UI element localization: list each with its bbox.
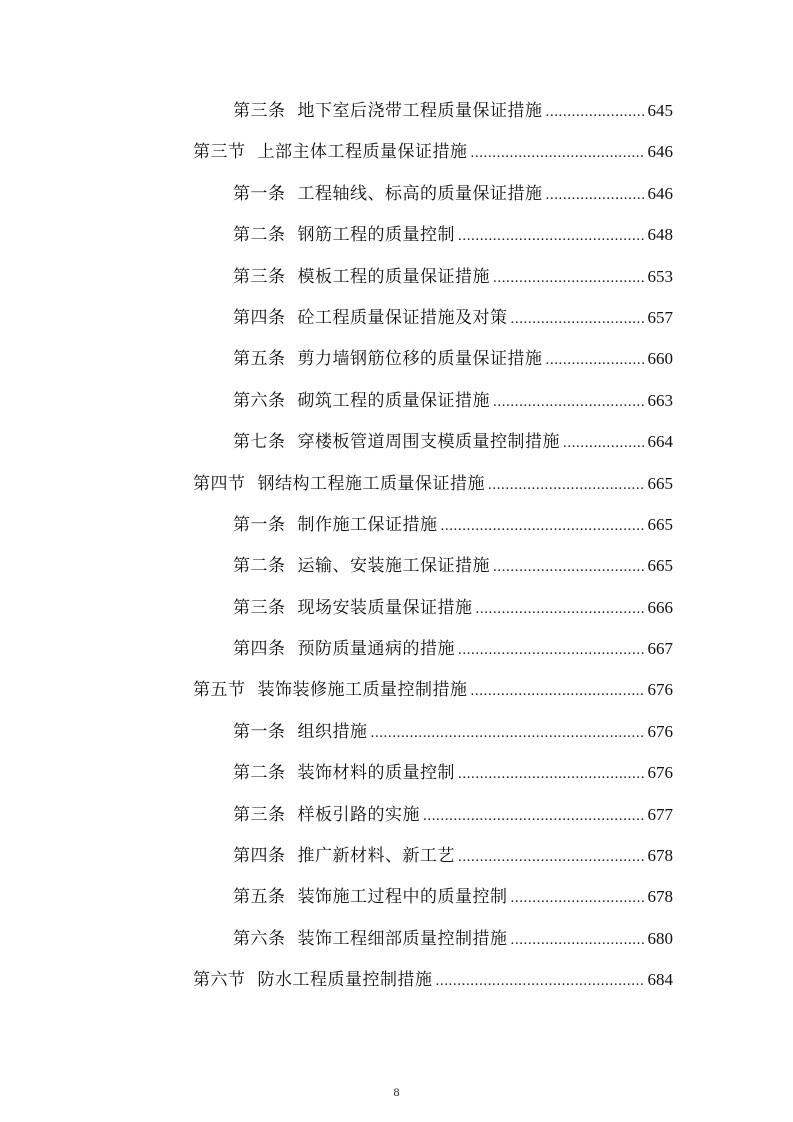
toc-article-entry[interactable]: [0, 506, 793, 547]
toc-dot-leader: [493, 389, 645, 415]
toc-entry-line: [233, 98, 673, 124]
toc-entry-number: 第二条: [233, 225, 286, 246]
toc-entry-line: [233, 512, 673, 538]
toc-dot-leader: [493, 554, 645, 580]
toc-entry-number: 第三条: [233, 266, 286, 287]
toc-dot-leader: [458, 223, 645, 249]
toc-article-entry[interactable]: [0, 630, 793, 671]
toc-entry-number: 第二条: [233, 763, 286, 784]
toc-article-entry[interactable]: [0, 258, 793, 299]
toc-entry-number: 第三条: [233, 597, 286, 618]
toc-entry-number: 第四条: [233, 846, 286, 867]
toc-entry-page: 667: [647, 639, 673, 659]
toc-dot-leader: [546, 99, 645, 125]
toc-entry-title: 模板工程的质量保证措施: [297, 266, 490, 287]
toc-entry-title: 地下室后浇带工程质量保证措施: [297, 101, 543, 121]
toc-entry-page: 645: [647, 101, 673, 120]
toc-entry-line: [233, 264, 673, 290]
toc-section-entry[interactable]: [0, 133, 793, 174]
toc-entry-title: 组织措施: [297, 721, 368, 742]
toc-article-entry[interactable]: [0, 382, 793, 423]
toc-entry-number: 第六节: [193, 970, 246, 991]
toc-dot-leader: [511, 885, 645, 911]
toc-entry-line: [233, 926, 673, 952]
toc-entry-line: [193, 139, 673, 165]
toc-entry-page: 677: [647, 804, 673, 824]
toc-entry-line: [233, 305, 673, 331]
toc-dot-leader: [511, 927, 645, 953]
toc-entry-title: 剪力墙钢筋位移的质量保证措施: [297, 349, 543, 370]
toc-entry-line: [233, 719, 673, 745]
toc-article-entry[interactable]: [0, 796, 793, 837]
toc-entry-title: 预防质量通病的措施: [297, 639, 455, 660]
toc-dot-leader: [458, 637, 645, 663]
toc-article-entry[interactable]: [0, 920, 793, 961]
toc-entry-title: 装饰工程细部质量控制措施: [297, 928, 508, 949]
toc-entry-page: 684: [647, 970, 673, 990]
toc-entry-page: 665: [647, 556, 673, 576]
toc-entry-page: 678: [647, 846, 673, 866]
toc-dot-leader: [488, 472, 645, 498]
toc-entry-title: 防水工程质量控制措施: [257, 970, 433, 991]
toc-entry-page: 646: [647, 183, 673, 203]
toc-dot-leader: [511, 306, 645, 332]
toc-entry-title: 装饰施工过程中的质量控制: [297, 887, 508, 908]
toc-article-entry[interactable]: [0, 878, 793, 919]
toc-entry-line: [233, 595, 673, 621]
toc-entry-number: 第一条: [233, 514, 286, 535]
toc-dot-leader: [441, 513, 645, 539]
toc-entry-number: 第七条: [233, 432, 286, 453]
toc-section-entry[interactable]: [0, 671, 793, 712]
page-number: 8: [393, 1085, 400, 1099]
toc-entry-title: 上部主体工程质量保证措施: [257, 142, 468, 163]
toc-entry-number: 第一条: [233, 721, 286, 742]
toc-dot-leader: [471, 678, 645, 704]
toc-dot-leader: [563, 430, 645, 456]
toc-entry-number: 第五条: [233, 349, 286, 370]
toc-entry-line: [193, 677, 673, 703]
toc-entry-number: 第三条: [233, 101, 286, 121]
toc-entry-line: [193, 967, 673, 993]
toc-entry-page: 663: [647, 390, 673, 410]
toc-dot-leader: [423, 803, 645, 829]
toc-entry-page: 680: [647, 928, 673, 948]
toc-entry-line: [233, 884, 673, 910]
toc-entry-title: 装饰装修施工质量控制措施: [257, 680, 468, 701]
toc-entry-page: 665: [647, 473, 673, 493]
toc-entry-page: 676: [647, 763, 673, 783]
toc-article-entry[interactable]: [0, 175, 793, 216]
toc-entry-title: 砌筑工程的质量保证措施: [297, 390, 490, 411]
toc-section-entry[interactable]: [0, 961, 793, 1002]
toc-dot-leader: [436, 968, 645, 994]
toc-entry-number: 第三条: [233, 804, 286, 825]
toc-article-entry[interactable]: [0, 216, 793, 257]
toc-entry-page: 664: [647, 432, 673, 452]
toc-entry-line: [193, 471, 673, 497]
toc-entry-number: 第五条: [233, 887, 286, 908]
toc-entry-line: [233, 181, 673, 207]
toc-entry-page: 660: [647, 349, 673, 369]
toc-dot-leader: [546, 182, 645, 208]
toc-article-entry[interactable]: [0, 547, 793, 588]
toc-entry-number: 第一条: [233, 183, 286, 204]
toc-entry-number: 第四节: [193, 473, 246, 494]
toc-entry-number: 第三节: [193, 142, 246, 163]
toc-entry-title: 砼工程质量保证措施及对策: [297, 307, 508, 328]
toc-entry-number: 第四条: [233, 639, 286, 660]
toc-entry-title: 制作施工保证措施: [297, 514, 438, 535]
toc-article-entry[interactable]: [0, 92, 793, 133]
toc-article-entry[interactable]: [0, 340, 793, 381]
toc-article-entry[interactable]: [0, 589, 793, 630]
toc-entry-number: 第二条: [233, 556, 286, 577]
toc-dot-leader: [471, 140, 645, 166]
toc-entry-title: 穿楼板管道周围支模质量控制措施: [297, 432, 560, 453]
toc-article-entry[interactable]: [0, 713, 793, 754]
toc-entry-page: 657: [647, 307, 673, 327]
toc-entry-page: 665: [647, 514, 673, 534]
toc-dot-leader: [458, 761, 645, 787]
toc-entry-number: 第六条: [233, 390, 286, 411]
toc-article-entry[interactable]: [0, 299, 793, 340]
toc-entry-page: 678: [647, 887, 673, 907]
toc-entry-line: [233, 429, 673, 455]
toc-entry-line: [233, 222, 673, 248]
toc-entry-line: [233, 802, 673, 828]
toc-entry-line: [233, 346, 673, 372]
toc-article-entry[interactable]: [0, 423, 793, 464]
toc-entry-line: [233, 636, 673, 662]
toc-entry-page: 648: [647, 225, 673, 245]
toc-dot-leader: [546, 347, 645, 373]
toc-entry-number: 第六条: [233, 928, 286, 949]
toc-section-entry[interactable]: [0, 465, 793, 506]
toc-entry-page: 676: [647, 721, 673, 741]
toc-entry-title: 钢筋工程的质量控制: [297, 225, 455, 246]
toc-entry-number: 第四条: [233, 307, 286, 328]
toc-entry-page: 666: [647, 597, 673, 617]
toc-entry-page: 676: [647, 680, 673, 700]
toc-entry-title: 装饰材料的质量控制: [297, 763, 455, 784]
toc-dot-leader: [371, 720, 645, 746]
toc-entry-line: [233, 553, 673, 579]
toc-entry-title: 样板引路的实施: [297, 804, 420, 825]
toc-entry-page: 653: [647, 266, 673, 286]
toc-entry-number: 第五节: [193, 680, 246, 701]
toc-dot-leader: [476, 596, 645, 622]
toc-dot-leader: [458, 844, 645, 870]
toc-dot-leader: [493, 265, 645, 291]
toc-entry-title: 现场安装质量保证措施: [297, 597, 473, 618]
toc-article-entry[interactable]: [0, 754, 793, 795]
toc-entry-title: 钢结构工程施工质量保证措施: [257, 473, 485, 494]
toc-entry-line: [233, 760, 673, 786]
toc-entry-title: 工程轴线、标高的质量保证措施: [297, 183, 543, 204]
toc-article-entry[interactable]: [0, 837, 793, 878]
toc-entry-page: 646: [647, 142, 673, 162]
toc-entry-title: 推广新材料、新工艺: [297, 846, 455, 867]
toc-entry-line: [233, 843, 673, 869]
toc-entry-title: 运输、安装施工保证措施: [297, 556, 490, 577]
table-of-contents: [0, 92, 793, 1003]
toc-entry-line: [233, 388, 673, 414]
